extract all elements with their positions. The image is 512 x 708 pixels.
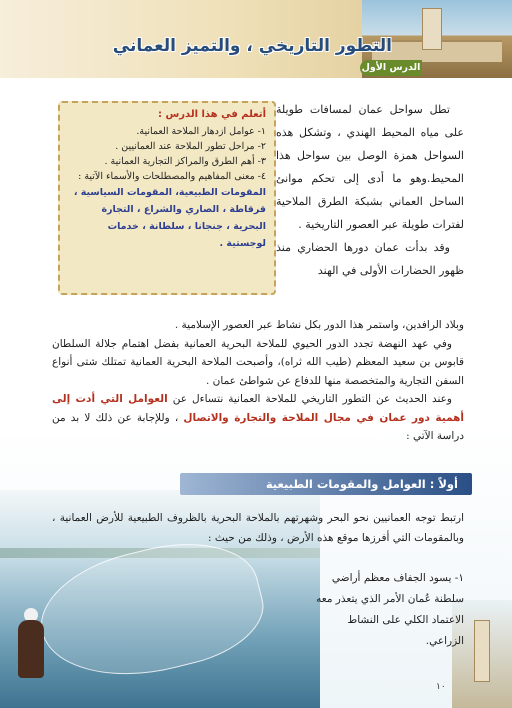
objective-concepts: المقومات الطبيعية، المقومات السياسية ، قرقاطة ، الصاري والشراع ، التجارة البحرية ، جنجانا ، سلطانة ، خدمات لوجستية .	[73, 187, 266, 249]
lesson-tag	[360, 60, 422, 76]
objective-item: ٤- معنى المفاهيم والمصطلحات والأسماء الآتية :	[78, 171, 266, 182]
objectives-title: أتعلم في هذا الدرس :	[158, 109, 266, 120]
highlight-text: العوامل التي أدت إلى أهمية دور عمان في مجال الملاحة والتجارة والاتصال	[52, 393, 465, 424]
objective-item: ٣- أهم الطرق والمراكز التجارية العمانية .	[104, 156, 266, 167]
body-paragraph	[52, 390, 464, 446]
page-number: ١٠	[436, 682, 446, 692]
body-text	[52, 316, 464, 446]
objectives-box	[58, 101, 276, 295]
section-bar	[180, 473, 472, 495]
body-paragraph: وبلاد الرافدين، واستمر هذا الدور بكل نشاط عبر العصور الإسلامية .	[174, 319, 464, 331]
body-paragraph: وفي عهد النهضة تجدد الدور الحيوي للملاحة البحرية العمانية بفضل اهتمام جلالة السلطان قابوس بن سعيد المعظم (طيب الله ثراه)، وأصبحت الملاحة البحرية العمانية تمتلك شتى أنواع السفن التجارية والمتخصصة منها للدفاع عن شواطئ عمان .	[52, 337, 464, 387]
intro-paragraph: تطل سواحل عمان لمسافات طويلة على مياه المحيط الهندي ، وتشكل هذه السواحل همزة الوصل بين سواحل هذا المحيط.وهو ما أدى إلى تحكم موانئ الساحل العماني بشبكة الطرق الملاحية لفترات طويلة عبر العصور التاريخية .	[276, 103, 464, 231]
objective-item: ٢- مراحل تطور الملاحة عند العمانيين .	[115, 141, 266, 152]
section-title: أولاً : العوامل والمقومات الطبيعية	[265, 477, 458, 491]
title-bar	[112, 36, 392, 58]
body-text-span: وعند الحديث عن التطور التاريخي للملاحة العمانية نتساءل عن	[172, 393, 452, 405]
lighthouse-tower	[474, 620, 490, 682]
section-point: ١- يسود الجفاف معظم أراضي سلطنة عُمان الأمر الذي يتعذر معه الاعتماد الكلي على النشاط الزراعي.	[316, 572, 464, 647]
lesson-label: الدرس الأول	[361, 62, 421, 73]
section-text: ارتبط توجه العمانيين نحو البحر وشهرتهم بالملاحة البحرية بالظروف الطبيعية للأرض العمانية ، وبالمقومات التي أفرزها موقع هذه الأرض ، وذلك من حيث :	[52, 512, 464, 544]
objective-item: ١- عوامل ازدهار الملاحة العمانية.	[136, 126, 266, 137]
page-title: التطور التاريخي ، والتميز العماني	[112, 36, 392, 56]
intro-paragraph-2: وقد بدأت عمان دورها الحضاري منذ ظهور الحضارات الأولى في الهند	[276, 241, 464, 277]
body-text-span: ، وللإجابة عن ذلك لا بد من دراسة الآتي :	[52, 411, 464, 442]
fisherman	[18, 620, 44, 678]
fort-tower	[422, 8, 442, 50]
intro-text	[276, 98, 464, 282]
